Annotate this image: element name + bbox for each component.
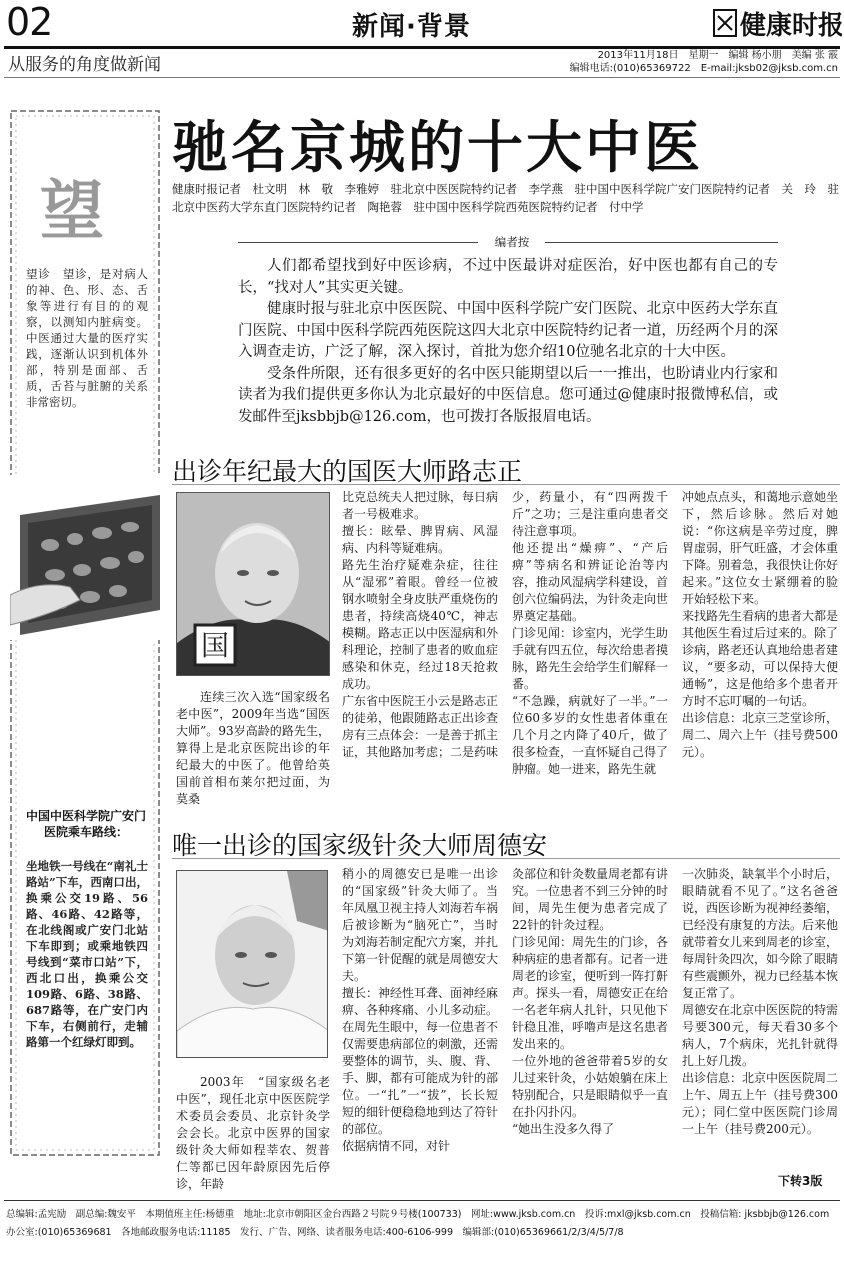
footer-rule [4,1200,840,1201]
story1-column-1: 比克总统夫人把过脉，每日病者一号极难求。 擅长：眩晕、脾胃病、风湿病、内科等疑难病。 路先生治疗疑难杂症，往往从“湿邪”着眼。曾经一位被钢水喷射全身皮肤严重烧伤的患者，持续高烧40℃，神志模糊。路志正以中医湿病和外科理论，控制了患者的败血症感染和休克，经过18天抢救成功。 广东省中医院王小云是路志正的徒弟，他跟随路志正出诊查房有三点体会：一是善于抓主证，其他路加考虑；二是药味 [342,490,499,759]
lu-zhizheng-photo [176,492,330,676]
logo-text: 健康时报 [740,11,842,41]
story1-caption [176,689,330,808]
zhou-dean-photo [176,870,328,1058]
caption-text: 连续三次入选“国家级名老中医”，2009年当选“国医大师”。93岁高龄的路先生，算得上是北京医院出诊的年纪最大的中医了。他曾给英国前首相布莱尔把过面，为莫桑 [176,690,330,806]
byline: 健康时报记者 杜文明 林 敬 李雅婷 驻北京中医医院特约记者 李学燕 驻中国中医科学院广安门医院特约记者 关 玲 驻北京中医药大学东直门医院特约记者 陶艳蓉 驻中国中医科学院西苑医院特约记者 付中学 [172,182,839,214]
story2-column-1: 稍小的周德安已是唯一出诊的“国家级”针灸大师了。当年凤凰卫视主持人刘海若车祸后被诊断为“脑死亡”，当时为刘海若制定配穴方案，并扎下第一针促醒的就是周德安大夫。 擅长：神经性耳聋、面神经麻痹、各种疼痛、小儿多动症。 在周先生眼中，每一位患者不仅需要患病部位的刺激，还需要整体的调节，头、腹、背、手、脚，都有可能成为针的部位。一“扎”一“拔”，长长短短的细针便稳稳地到达了符针的部位。 依据病情不同，对针 [342,867,499,1153]
story1-headline: 出诊年纪最大的国医大师路志正 [172,457,523,486]
intro-paragraph: 受条件所限，还有很多更好的名中医只能期望以后一一推出，也盼请业内行家和读者为我们提供更多你认为北京最好的中医信息。您可通过@健康时报微博私信，或发邮件至jksbbjb@126.com，也可拨打各版报眉电话。 [238,365,778,425]
intro-paragraph: 人们都希望找到好中医诊病，不过中医最讲对症医治，好中医也都有自己的专长，“找对人”其实更关键。 [238,258,778,296]
footer [6,1206,840,1242]
editor-note [238,256,778,428]
header-subrule [4,77,840,78]
contact-line: 编辑电话:(010)65369722 E-mail:jksb02@jksb.com.cn [569,63,838,74]
newspaper-logo [712,4,842,44]
story2-rule [172,858,840,859]
footer-line-2: 办公室:(010)65369681 各地邮政服务电话:11185 发行、广告、网络、读者服务电话:400-6106-999 编辑部:(010)65369661/2/3/4/5/7/8 [6,1227,624,1238]
editor-note-rule-left [238,242,478,243]
sidebar-big-character: 望 [40,174,104,249]
herb-tray-photo [10,475,162,640]
date-line: 2013年11月18日 星期一 编辑 杨小朋 美编 张 霰 [597,50,838,61]
footer-line-1: 总编辑:孟宪励 副总编:魏安平 本期值班主任:杨德重 地址:北京市朝阳区金台西路２号院９号楼(100733) 网址:www.jksb.com.cn 投诉:mxl@jksb.com.cn 投稿信箱: jksbbjb@126.com [6,1209,830,1220]
svg-text:国: 国 [200,629,230,662]
story2-column-2: 灸部位和针灸数量周老都有讲究。一位患者不到三分钟的时间，周先生便为患者完成了22针的针灸过程。 门诊见闻：周先生的门诊，各种病症的患者都有。记者一进周老的诊室，便听到一阵打鼾声。探头一看，周德安正在给一名老年病人扎针，只见他下针稳且准，呼噜声是这名患者发出来的。 一位外地的爸爸带着5岁的女儿过来针灸，小姑娘躺在床上特别配合，只是眼睛似乎一直在扑闪扑闪。 “她出生没多久得了 [512,867,669,1136]
intro-paragraph: 健康时报与驻北京中医医院、中国中医科学院广安门医院、北京中医药大学东直门医院、中国中医科学院西苑医院这四大北京中医院特约记者一道，历经两个月的深入调查走访，广泛了解，深入探讨，首批为您介绍10位驰名北京的十大中医。 [238,301,778,360]
story2-column-3: 一次肺炎，缺氧半个小时后，眼睛就看不见了。”这名爸爸说，西医诊断为视神经萎缩，已经没有康复的方法。后来他就带着女儿来到周老的诊室，每周针灸四次，如今除了眼睛有些震颤外，视力已经基本恢复正常了。 周德安在北京中医医院的特需号要300元，每天看30多个病人，7个病床，光扎针就得扎上好几拨。 出诊信息：北京中医医院周二上午、周五上午（挂号费300元）；同仁堂中医医院门诊周一上午（挂号费200元）。 [682,867,839,1136]
section-title: 新闻·背景 [352,12,471,42]
story2-headline: 唯一出诊的国家级针灸大师周德安 [172,831,548,860]
slogan: 从服务的角度做新闻 [8,55,161,75]
page-number: 02 [6,0,53,44]
story1-column-2: 少，药量小，有“四两拨千斤”之功；三是注重向患者交待注意事项。 他还提出“燥痹”、“产后痹”等病名和辨证论治等内容，推动风湿病学科建设，首创六位编码法，为针灸走向世界奠定基础。 门诊见闻：诊室内，光学生助手就有四五位，每次给患者摸脉，路先生会给学生们解释一番。 “不急躁，病就好了一半。”一位60多岁的女性患者体重在几个月之内降了40斤，做了很多检查，一直怀疑自己得了肿瘤。她一进来，路先生就 [512,490,669,776]
main-headline: 驰名京城的十大中医 [172,116,703,181]
continued-note: 下转3版 [778,1174,823,1188]
story1-rule [172,484,840,485]
caption-text: 2003年 “国家级名老中医”，现任北京中医医院学术委员会委员、北京针灸学会会长。北京中医界的国家级针灸大师如程莘农、贺普仁等都已因年龄原因先后停诊，年龄 [176,1075,330,1191]
story1-column-3: 冲她点点头，和蔼地示意她坐下，然后诊脉。然后对她说：“你这病是辛劳过度，脾胃虚弱，肝气旺盛，才会体重下降。别着急，我很快让你好起来。”这位女士紧绷着的脸开始轻松下来。 来找路先生看病的患者大都是其他医生看过后过来的。除了诊病，路老还认真地给患者建议，“要多动，可以保持大便通畅”，这是他给多个患者开方时不忘叮嘱的一句话。 出诊信息：北京三芝堂诊所，周二、周六上午（挂号费500元）。 [682,490,839,759]
route-title: 中国中医科学院广安门医院乘车路线： [26,809,147,839]
sidebar-text: 望诊 望诊，是对病人的神、色、形、态、舌象等进行有目的的观察，以测知内脏病变。中医通过大量的医疗实践，逐渐认识到机体外部，特别是面部、舌质，舌苔与脏腑的关系非常密切。 [26,267,148,409]
story2-caption [176,1074,330,1193]
editor-note-label: 编者按 [494,235,530,249]
issue-meta [560,49,838,75]
route-text: 坐地铁一号线在“南礼士路站”下车，西南口出，换乘公交19路、56路、46路、42路等，在北线阁或广安门北站下车即到；或乘地铁四号线到“菜市口站”下，西北口出，换乘公交109路、6路、38路、687路等，在广安门内下车，右侧前行，走辅路第一个红绿灯即到。 [26,859,148,1049]
editor-note-rule-right [545,242,778,243]
